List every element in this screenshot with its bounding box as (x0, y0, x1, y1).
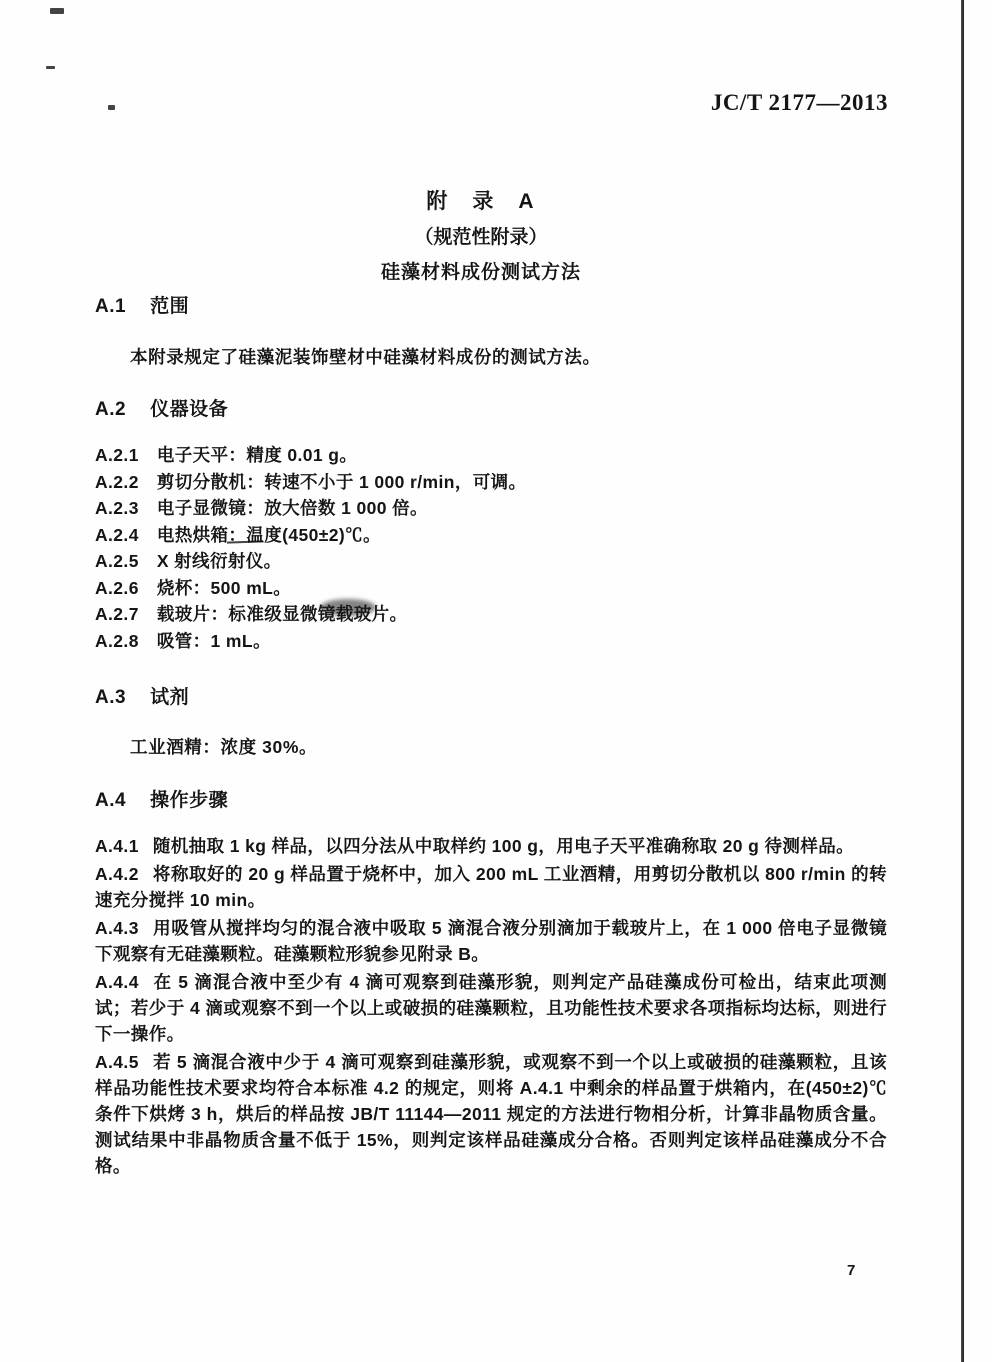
reagent-paragraph: 工业酒精：浓度 30%。 (130, 737, 318, 757)
clause-number: A.4.2 (95, 864, 139, 884)
clause-title: 试剂 (150, 687, 190, 708)
scan-speck (108, 105, 115, 110)
clause-text: 载玻片：标准级显微镜载玻片。 (156, 604, 408, 624)
list-item (95, 575, 887, 602)
list-item (95, 442, 887, 469)
clause-number: A.4.5 (95, 1052, 139, 1072)
clause-number: A.1 (95, 296, 127, 317)
clause-text: 随机抽取 1 kg 样品，以四分法从中取样约 100 g，用电子天平准确称取 20 g 待测样品。 (152, 836, 855, 856)
appendix-type: （规范性附录） (414, 227, 548, 248)
clause-text: 若 5 滴混合液中少于 4 滴可观察到硅藻形貌，或观察不到一个以上或破损的硅藻颗粒，且该样品功能性技术要求均符合本标准 4.2 的规定，则将 A.4.1 中剩余的样品置于烘箱内，在(450±2)℃条件下烘烤 3 h，烘后的样品按 JB/T 11144—2011 规定的方法进行物相分析，计算非晶物质含量。测试结果中非晶物质含量不低于 15%，则判定该样品硅藻成分合格。否则判定该样品硅藻成分不合格。 (95, 1052, 887, 1176)
section-heading-a1 (95, 291, 887, 318)
clause-number: A.2.7 (95, 604, 139, 624)
list-item (95, 522, 887, 549)
clause-number: A.4.1 (95, 836, 139, 856)
clause-text: 电子显微镜：放大倍数 1 000 倍。 (156, 498, 428, 518)
clause-text: 电热烘箱：温度(450±2)℃。 (156, 524, 381, 545)
list-item (95, 495, 887, 522)
section-heading-a3 (95, 682, 887, 709)
appendix-title: 附 录 A (426, 190, 536, 213)
clause-number: A.4.4 (95, 972, 139, 992)
list-item (95, 628, 887, 655)
clause-text: 将称取好的 20 g 样品置于烧杯中，加入 200 mL 工业酒精，用剪切分散机以 800 r/min 的转速充分搅拌 10 min。 (95, 864, 887, 910)
scan-speck (50, 8, 64, 14)
appendix-title-block (0, 185, 962, 284)
step-item (95, 915, 887, 967)
clause-title: 仪器设备 (150, 399, 229, 420)
clause-text: 电子天平：精度 0.01 g。 (156, 445, 358, 465)
clause-number: A.2.5 (95, 551, 139, 571)
clause-text: 烧杯：500 mL。 (156, 577, 292, 598)
list-item (95, 548, 887, 575)
clause-title: 操作步骤 (150, 790, 229, 811)
clause-number: A.2 (95, 399, 127, 420)
clause-number: A.2.4 (95, 524, 139, 545)
clause-number: A.3 (95, 687, 127, 708)
step-item (95, 969, 887, 1047)
appendix-name: 硅藻材料成份测试方法 (380, 262, 581, 283)
equipment-list (95, 442, 887, 654)
page-number: 7 (847, 1262, 856, 1279)
clause-text: 用吸管从搅拌均匀的混合液中吸取 5 滴混合液分别滴加于载玻片上，在 1 000 倍电子显微镜下观察有无硅藻颗粒。硅藻颗粒形貌参见附录 B。 (95, 918, 887, 964)
clause-number: A.2.3 (95, 498, 139, 518)
step-item (95, 861, 887, 913)
clause-number: A.4.3 (95, 918, 139, 938)
procedure-steps (95, 833, 887, 1181)
clause-number: A.2.8 (95, 630, 139, 651)
list-item (95, 469, 887, 496)
clause-text: 剪切分散机：转速不小于 1 000 r/min，可调。 (156, 471, 527, 492)
scope-paragraph: 本附录规定了硅藻泥装饰壁材中硅藻材料成份的测试方法。 (130, 347, 601, 367)
clause-text: 在 5 滴混合液中至少有 4 滴可观察到硅藻形貌，则判定产品硅藻成份可检出，结束此项测试；若少于 4 滴或观察不到一个以上或破损的硅藻颗粒，且功能性技术要求各项指标均达标，则进行下一操作。 (95, 972, 887, 1044)
step-item (95, 1049, 887, 1179)
clause-number: A.2.6 (95, 577, 139, 598)
section-heading-a4 (95, 785, 887, 812)
clause-text: X 射线衍射仪。 (156, 551, 282, 571)
standard-code: JC/T 2177—2013 (710, 90, 888, 115)
clause-number: A.2.1 (95, 445, 139, 465)
step-item (95, 833, 887, 859)
clause-title: 范围 (150, 296, 190, 317)
clause-number: A.4 (95, 790, 127, 811)
section-heading-a2 (95, 394, 887, 421)
clause-number: A.2.2 (95, 471, 139, 492)
list-item (95, 601, 887, 628)
clause-text: 吸管：1 mL。 (156, 630, 271, 651)
scan-speck (46, 66, 55, 69)
